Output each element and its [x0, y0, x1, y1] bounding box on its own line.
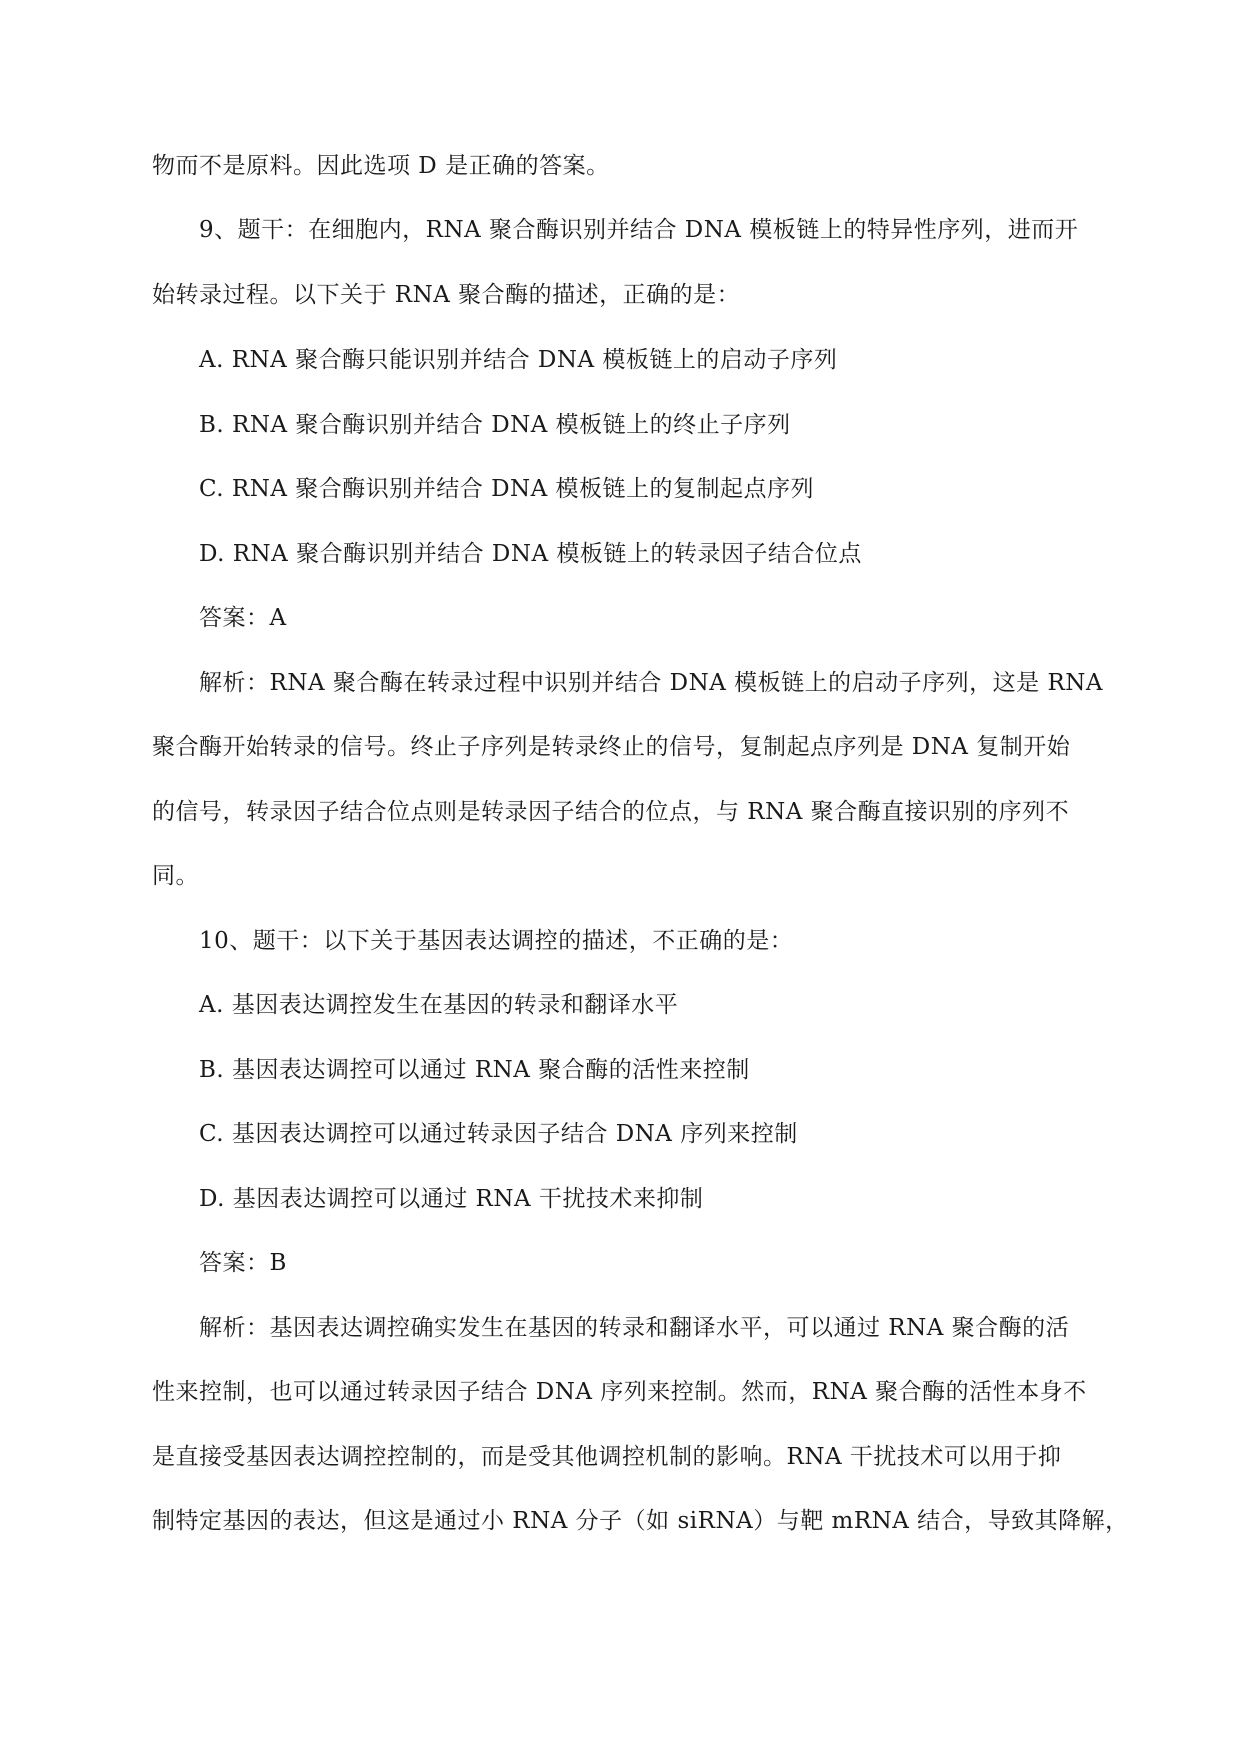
question-10-explanation: 解析：基因表达调控确实发生在基因的转录和翻译水平，可以通过 RNA 聚合酶的活	[199, 1315, 1070, 1341]
question-9-answer: 答案：A	[199, 605, 287, 631]
question-9-option-d: D. RNA 聚合酶识别并结合 DNA 模板链上的转录因子结合位点	[199, 541, 862, 567]
question-10-explanation: 性来控制，也可以通过转录因子结合 DNA 序列来控制。然而，RNA 聚合酶的活性本身不	[152, 1379, 1087, 1405]
question-10-explanation: 是直接受基因表达调控控制的，而是受其他调控机制的影响。RNA 干扰技术可以用于抑	[152, 1444, 1062, 1470]
question-9-option-c: C. RNA 聚合酶识别并结合 DNA 模板链上的复制起点序列	[199, 476, 815, 502]
text-line: 物而不是原料。因此选项 D 是正确的答案。	[152, 153, 610, 179]
question-9-explanation: 聚合酶开始转录的信号。终止子序列是转录终止的信号，复制起点序列是 DNA 复制开始	[152, 734, 1071, 760]
question-10-option-b: B. 基因表达调控可以通过 RNA 聚合酶的活性来控制	[199, 1057, 750, 1083]
question-9-option-b: B. RNA 聚合酶识别并结合 DNA 模板链上的终止子序列	[199, 412, 791, 438]
question-10-stem: 10、题干：以下关于基因表达调控的描述，不正确的是：	[199, 928, 794, 954]
question-9-stem-continued: 始转录过程。以下关于 RNA 聚合酶的描述，正确的是：	[152, 282, 741, 308]
question-10-option-c: C. 基因表达调控可以通过转录因子结合 DNA 序列来控制	[199, 1121, 798, 1147]
question-9-explanation: 的信号，转录因子结合位点则是转录因子结合的位点，与 RNA 聚合酶直接识别的序列不	[152, 799, 1070, 825]
question-10-option-a: A. 基因表达调控发生在基因的转录和翻译水平	[199, 992, 679, 1018]
question-10-option-d: D. 基因表达调控可以通过 RNA 干扰技术来抑制	[199, 1186, 704, 1212]
question-10-explanation: 制特定基因的表达，但这是通过小 RNA 分子（如 siRNA）与靶 mRNA 结合，导致其降解，	[152, 1508, 1129, 1534]
question-9-explanation: 同。	[152, 863, 199, 889]
question-10-answer: 答案：B	[199, 1250, 287, 1276]
question-9-stem: 9、题干：在细胞内，RNA 聚合酶识别并结合 DNA 模板链上的特异性序列，进而开	[199, 217, 1079, 243]
question-9-explanation: 解析：RNA 聚合酶在转录过程中识别并结合 DNA 模板链上的启动子序列，这是 RNA	[199, 670, 1104, 696]
question-9-option-a: A. RNA 聚合酶只能识别并结合 DNA 模板链上的启动子序列	[199, 347, 838, 373]
